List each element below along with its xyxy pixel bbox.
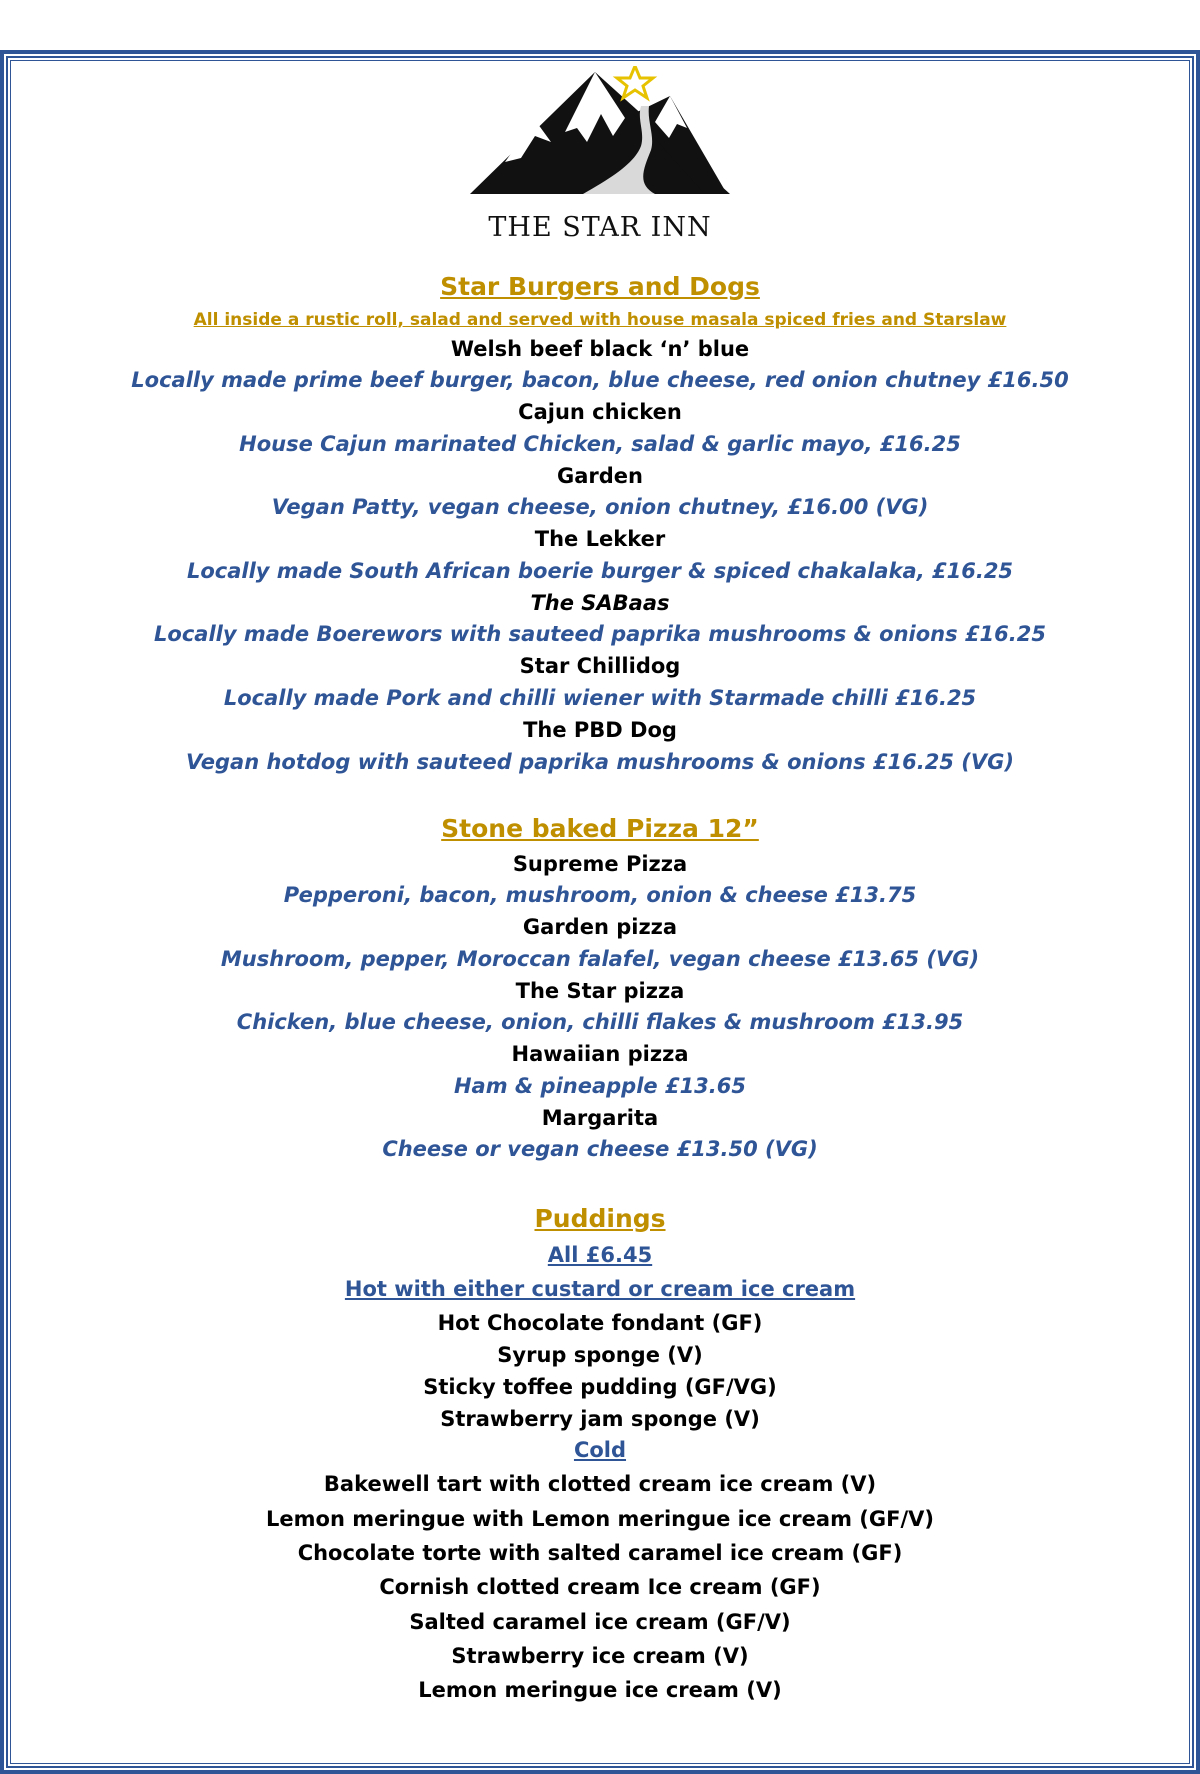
pudding-item: Strawberry ice cream (V) [451, 1644, 749, 1668]
pudding-item: Hot Chocolate fondant (GF) [437, 1311, 763, 1335]
pizza-description: Mushroom, pepper, Moroccan falafel, vegan cheese £13.65 (VG) [220, 947, 980, 971]
burger-name: Cajun chicken [518, 400, 682, 424]
burger-description: Locally made Pork and chilli wiener with Starmade chilli £16.25 [223, 686, 977, 710]
pudding-item: Chocolate torte with salted caramel ice cream (GF) [297, 1541, 903, 1565]
inn-name: THE STAR INN [488, 212, 712, 243]
pizza-description: Chicken, blue cheese, onion, chilli flakes & mushroom £13.95 [236, 1010, 964, 1034]
burger-name: The PBD Dog [523, 718, 677, 742]
pudding-item: Cornish clotted cream Ice cream (GF) [379, 1575, 821, 1599]
burger-name: The SABaas [530, 591, 670, 615]
pizza-name: Hawaiian pizza [511, 1042, 689, 1066]
puddings-price: All £6.45 [547, 1243, 653, 1267]
pizza-name: Margarita [541, 1106, 659, 1130]
mountain-star-logo [465, 66, 735, 196]
burger-name: Garden [557, 464, 643, 488]
burger-description: House Cajun marinated Chicken, salad & garlic mayo, £16.25 [239, 432, 961, 456]
pizza-name: The Star pizza [515, 979, 685, 1003]
section-note-burgers: All inside a rustic roll, salad and served with house masala spiced fries and Starslaw [193, 310, 1007, 330]
puddings-hot-heading: Hot with either custard or cream ice cream [344, 1277, 856, 1301]
section-title-puddings: Puddings [534, 1204, 666, 1233]
pudding-item: Salted caramel ice cream (GF/V) [409, 1610, 791, 1634]
burger-description: Vegan Patty, vegan cheese, onion chutney, £16.00 (VG) [271, 495, 929, 519]
section-title-pizza: Stone baked Pizza 12” [441, 814, 759, 843]
puddings-cold-heading: Cold [573, 1438, 627, 1462]
pudding-item: Bakewell tart with clotted cream ice cream (V) [323, 1472, 877, 1496]
pudding-item: Lemon meringue ice cream (V) [418, 1678, 782, 1702]
section-title-burgers: Star Burgers and Dogs [440, 272, 760, 301]
burger-description: Vegan hotdog with sauteed paprika mushrooms & onions £16.25 (VG) [186, 750, 1014, 774]
pizza-description: Ham & pineapple £13.65 [453, 1074, 746, 1098]
pizza-name: Supreme Pizza [512, 852, 688, 876]
burger-description: Locally made prime beef burger, bacon, blue cheese, red onion chutney £16.50 [131, 368, 1069, 392]
pizza-name: Garden pizza [522, 915, 678, 939]
pudding-item: Syrup sponge (V) [497, 1343, 703, 1367]
burger-name: The Lekker [534, 527, 666, 551]
pizza-description: Pepperoni, bacon, mushroom, onion & cheese £13.75 [283, 883, 917, 907]
pudding-item: Sticky toffee pudding (GF/VG) [423, 1375, 777, 1399]
burger-name: Welsh beef black ‘n’ blue [450, 337, 750, 361]
pudding-item: Lemon meringue with Lemon meringue ice cream (GF/V) [266, 1507, 934, 1531]
burger-name: Star Chillidog [519, 654, 681, 678]
burger-description: Locally made Boerewors with sauteed paprika mushrooms & onions £16.25 [154, 622, 1046, 646]
pizza-description: Cheese or vegan cheese £13.50 (VG) [382, 1137, 818, 1161]
burger-description: Locally made South African boerie burger & spiced chakalaka, £16.25 [186, 559, 1014, 583]
pudding-item: Strawberry jam sponge (V) [440, 1407, 760, 1431]
